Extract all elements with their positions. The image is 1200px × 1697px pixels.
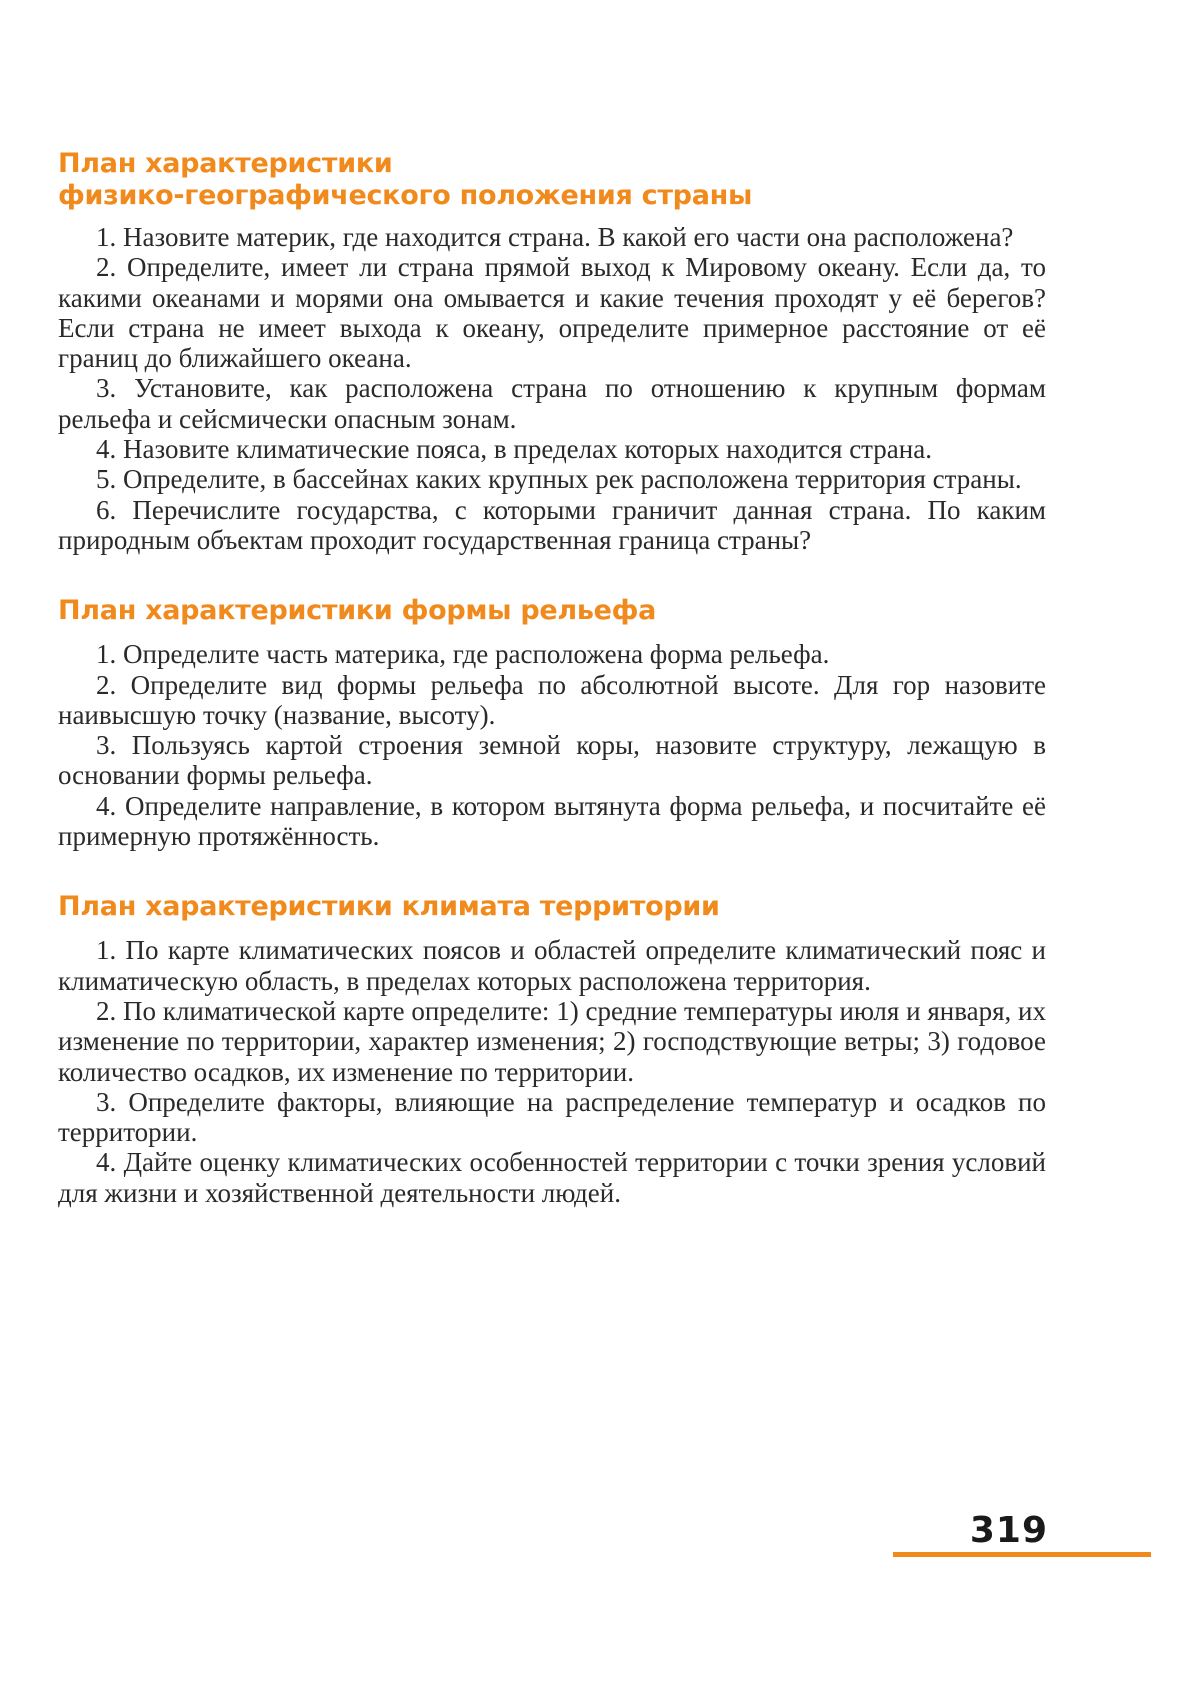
section-title-line: План характеристики формы рельефа [58, 595, 657, 627]
section-title [58, 148, 1046, 212]
section-physical-geographic-position [58, 148, 1046, 555]
plan-item: 2. Определите вид формы рельефа по абсолютной высоте. Для гор назовите наивысшую точку (название, высоту). [58, 669, 1046, 730]
plan-item: 4. Дайте оценку климатических особенностей территории с точки зрения условий для жизни и хозяйственной деятельности людей. [58, 1147, 1046, 1208]
section-title-line: План характеристики [58, 148, 393, 179]
plan-item: 5. Определите, в бассейнах каких крупных рек расположена территория страны. [96, 464, 1022, 495]
plan-item: 4. Назовите климатические пояса, в пределах которых находится страна. [96, 434, 932, 465]
plan-item: 2. Определите, имеет ли страна прямой выход к Мировому океану. Если да, то какими океанами и морями она омывается и какие течения проходят у её берегов? Если страна не имеет выхода к океану, определите примерное расстояние от её границ до ближайшего океана. [58, 252, 1046, 374]
page-number: 319 [969, 1510, 1048, 1551]
plan-list [58, 222, 1046, 555]
page-number-rule [893, 1552, 1151, 1557]
plan-item: 3. Установите, как расположена страна по отношению к крупным формам рельефа и сейсмически опасным зонам. [58, 373, 1046, 434]
section-climate [58, 891, 1046, 1208]
plan-item: 1. Определите часть материка, где расположена форма рельефа. [96, 639, 830, 670]
plan-item: 1. Назовите материк, где находится страна. В какой его части она расположена? [96, 222, 1014, 252]
page-content [58, 148, 1046, 1208]
section-title [58, 891, 1046, 923]
section-title [58, 595, 1046, 627]
plan-item: 2. По климатической карте определите: 1) средние температуры июля и января, их изменение по территории, характер изменения; 2) господствующие ветры; 3) годовое количество осадков, их изменение по территории. [58, 995, 1046, 1087]
plan-item: 6. Перечислите государства, с которыми граничит данная страна. По каким природным объектам проходит государственная граница страны? [58, 494, 1046, 555]
plan-item: 3. Пользуясь картой строения земной коры, назовите структуру, лежащую в основании формы рельефа. [58, 730, 1046, 791]
plan-item: 4. Определите направление, в котором вытянута форма рельефа, и посчитайте её примерную протяжённость. [58, 790, 1046, 852]
plan-list [58, 639, 1046, 851]
plan-item: 3. Определите факторы, влияющие на распределение температур и осадков по территории. [58, 1086, 1046, 1148]
section-title-line: План характеристики климата территории [58, 891, 720, 923]
section-title-line: физико-географического положения страны [58, 180, 753, 211]
section-relief-form [58, 595, 1046, 851]
plan-list [58, 935, 1046, 1208]
plan-item: 1. По карте климатических поясов и областей определите климатический пояс и климатическую область, в пределах которых расположена территория. [58, 935, 1046, 996]
